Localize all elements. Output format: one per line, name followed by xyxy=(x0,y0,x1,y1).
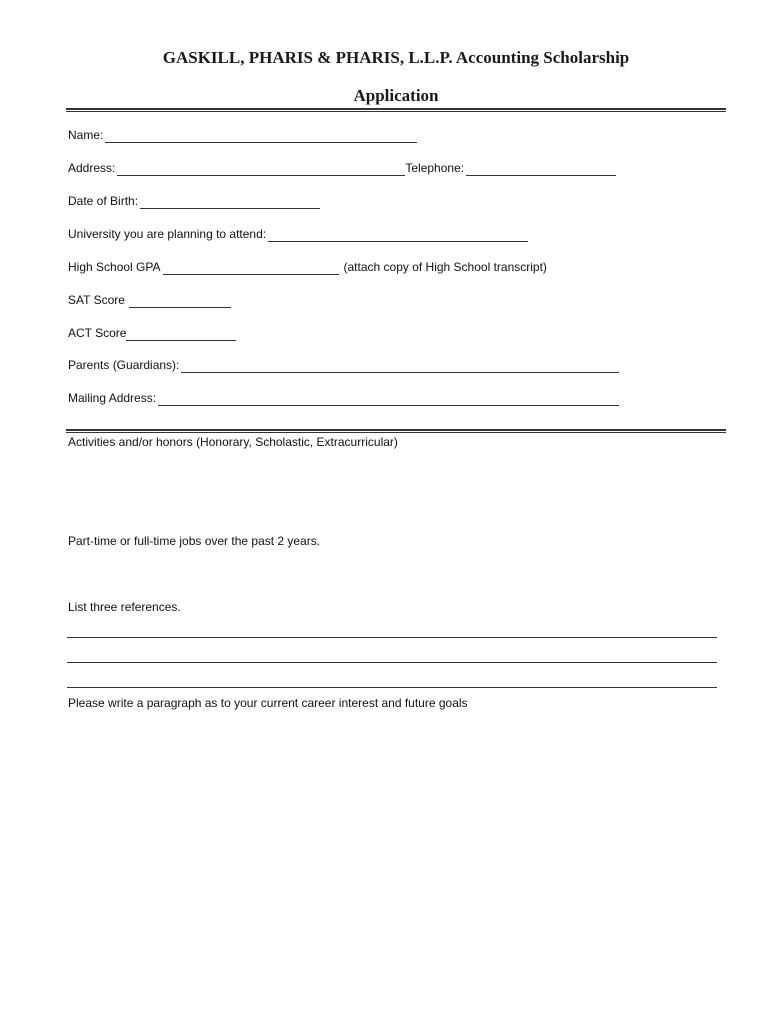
telephone-input-line[interactable] xyxy=(466,163,616,176)
form-title-line-1: GASKILL, PHARIS & PHARIS, L.L.P. Accounting Scholarship xyxy=(162,48,630,67)
address-row xyxy=(68,160,616,176)
career-heading: Please write a paragraph as to your current career interest and future goals xyxy=(68,696,468,710)
reference-line-2[interactable] xyxy=(67,662,717,663)
jobs-heading: Part-time or full-time jobs over the past 2 years. xyxy=(68,534,321,548)
university-label: University you are planning to attend: xyxy=(68,227,267,241)
gpa-input-line[interactable] xyxy=(163,262,339,275)
reference-line-3[interactable] xyxy=(67,687,717,688)
header-divider xyxy=(66,108,726,112)
name-input-line[interactable] xyxy=(105,130,417,143)
dob-row xyxy=(68,193,320,209)
mailing-input-line[interactable] xyxy=(158,393,619,406)
form-title-line-2: Application xyxy=(353,86,439,105)
activities-heading: Activities and/or honors (Honorary, Scholastic, Extracurricular) xyxy=(68,435,398,449)
mailing-row xyxy=(68,390,619,406)
section-divider xyxy=(66,429,726,433)
parents-row xyxy=(68,357,619,373)
university-row xyxy=(68,226,528,242)
act-row xyxy=(68,325,236,341)
address-label: Address: xyxy=(68,161,116,175)
gpa-note: (attach copy of High School transcript) xyxy=(343,260,547,274)
references-heading: List three references. xyxy=(68,600,181,614)
name-row xyxy=(68,127,417,143)
reference-line-1[interactable] xyxy=(67,637,717,638)
parents-label: Parents (Guardians): xyxy=(68,358,180,372)
act-label: ACT Score xyxy=(68,326,127,340)
act-input-line[interactable] xyxy=(126,328,236,341)
sat-row xyxy=(68,292,231,308)
sat-label: SAT Score xyxy=(68,293,125,307)
parents-input-line[interactable] xyxy=(181,360,619,373)
address-input-line[interactable] xyxy=(117,163,405,176)
sat-input-line[interactable] xyxy=(129,295,231,308)
gpa-label: High School GPA xyxy=(68,260,161,274)
dob-label: Date of Birth: xyxy=(68,194,139,208)
telephone-label: Telephone: xyxy=(405,161,465,175)
dob-input-line[interactable] xyxy=(140,196,320,209)
name-label: Name: xyxy=(68,128,104,142)
gpa-row xyxy=(68,259,547,275)
university-input-line[interactable] xyxy=(268,229,528,242)
mailing-label: Mailing Address: xyxy=(68,391,157,405)
